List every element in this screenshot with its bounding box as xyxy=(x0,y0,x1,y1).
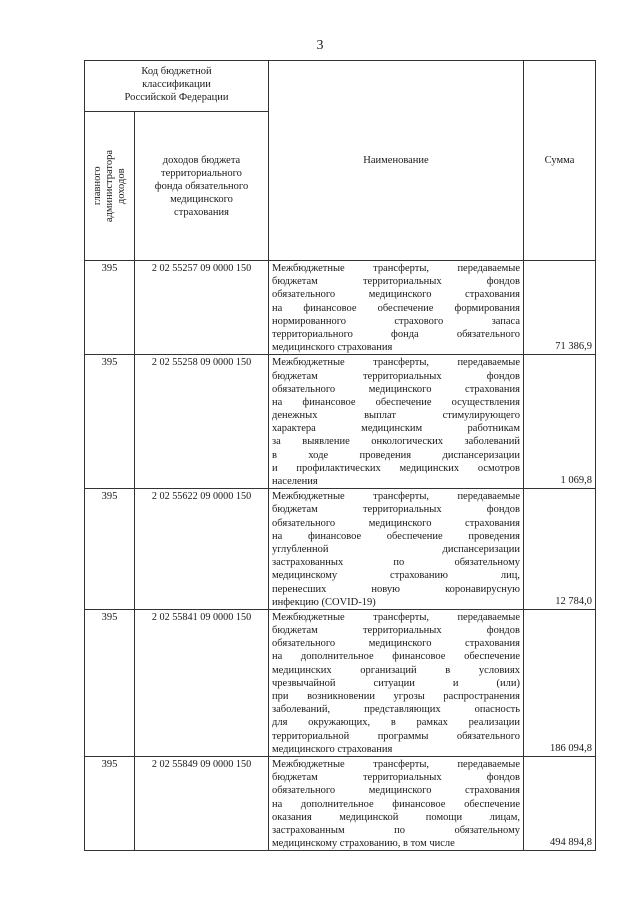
budget-table xyxy=(84,60,596,851)
header-income-line: фонда обязательного xyxy=(154,180,249,192)
header-sum: Сумма xyxy=(524,61,596,261)
name-cell xyxy=(269,261,524,355)
sum-cell: 1 069,8 xyxy=(524,355,596,489)
table-row xyxy=(85,489,596,610)
admin-code-cell: 395 xyxy=(85,355,135,489)
header-income-line: территориального xyxy=(161,167,242,179)
table-header xyxy=(85,61,596,261)
header-admin-line: главного xyxy=(91,166,103,206)
sum-cell: 71 386,9 xyxy=(524,261,596,355)
name-line: для окружающих, в рамках реализации xyxy=(272,717,520,729)
header-admin-line: доходов xyxy=(115,168,127,204)
sum-cell: 494 894,8 xyxy=(524,756,596,850)
name-line: денежных выплат стимулирующего xyxy=(272,410,520,422)
name-line: на финансовое обеспечение проведения xyxy=(272,530,520,542)
name-line: на финансовое обеспечение осуществления xyxy=(272,396,520,408)
name-line: характера медицинским работникам xyxy=(272,423,520,435)
name-line: бюджетам территориальных фондов xyxy=(272,625,520,637)
name-line: бюджетам территориальных фондов xyxy=(272,276,520,288)
name-line: территориальной программы обязательного xyxy=(272,730,520,742)
budget-code-cell: 2 02 55849 09 0000 150 xyxy=(135,756,269,850)
name-line: медицинскому страхованию лиц, xyxy=(272,570,520,582)
name-line: перенесших новую коронавирусную xyxy=(272,583,520,595)
header-income-code xyxy=(135,112,269,261)
name-line: обязательного медицинского страхования xyxy=(272,785,520,797)
header-income-line: страхования xyxy=(174,206,229,218)
header-admin-line: администратора xyxy=(103,149,115,223)
header-group-line: классификации xyxy=(142,79,211,91)
name-line: населения xyxy=(272,476,318,487)
page-number: 3 xyxy=(316,38,324,53)
name-line: углубленной диспансеризации xyxy=(272,543,520,555)
name-line: медицинских организаций в условиях xyxy=(272,664,520,676)
header-group-line: Код бюджетной xyxy=(141,66,212,77)
budget-code-cell: 2 02 55258 09 0000 150 xyxy=(135,355,269,489)
header-income-line: медицинского xyxy=(170,193,233,205)
name-line: обязательного медицинского страхования xyxy=(272,383,520,395)
name-line: медицинского страхования xyxy=(272,342,393,354)
budget-code-cell: 2 02 55257 09 0000 150 xyxy=(135,261,269,355)
header-income-line: доходов бюджета xyxy=(162,154,241,166)
name-line: заболеваний, представляющих опасность xyxy=(272,704,520,716)
name-line: и профилактических медицинских осмотров xyxy=(272,462,520,474)
sum-cell: 12 784,0 xyxy=(524,489,596,610)
name-cell xyxy=(269,756,524,850)
name-line: нормированного страхового запаса xyxy=(272,315,520,327)
name-line: Межбюджетные трансферты, передаваемые xyxy=(272,611,520,623)
name-line: обязательного медицинского страхования xyxy=(272,517,520,529)
header-chief-administrator xyxy=(85,112,135,261)
name-line: бюджетам территориальных фондов xyxy=(272,772,520,784)
name-line: Межбюджетные трансферты, передаваемые xyxy=(272,263,520,274)
name-cell xyxy=(269,355,524,489)
name-line: бюджетам территориальных фондов xyxy=(272,504,520,516)
table-row xyxy=(85,355,596,489)
name-cell xyxy=(269,609,524,756)
name-line: обязательного медицинского страхования xyxy=(272,638,520,650)
name-line: оказания медицинской помощи лицам, xyxy=(272,811,520,823)
admin-code-cell: 395 xyxy=(85,609,135,756)
table-row xyxy=(85,261,596,355)
name-line: медицинского страхования xyxy=(272,743,393,755)
name-line: медицинскому страхованию, в том числе xyxy=(272,838,455,850)
name-line: на финансовое обеспечение формирования xyxy=(272,302,520,314)
name-line: на дополнительное финансовое обеспечение xyxy=(272,798,520,810)
name-line: застрахованных по обязательному xyxy=(272,557,520,569)
name-line: в ходе проведения диспансеризации xyxy=(272,449,520,461)
name-cell xyxy=(269,489,524,610)
name-line: на дополнительное финансовое обеспечение xyxy=(272,651,520,663)
admin-code-cell: 395 xyxy=(85,756,135,850)
admin-code-cell: 395 xyxy=(85,261,135,355)
name-line: бюджетам территориальных фондов xyxy=(272,370,520,382)
name-line: застрахованным по обязательному xyxy=(272,824,520,836)
header-budget-classification xyxy=(85,61,269,112)
header-group-line: Российской Федерации xyxy=(124,92,229,104)
table-row xyxy=(85,756,596,850)
table-body xyxy=(85,261,596,851)
name-line: при возникновении угрозы распространения xyxy=(272,691,520,702)
name-line: Межбюджетные трансферты, передаваемые xyxy=(272,491,520,503)
table-row xyxy=(85,609,596,756)
name-line: за выявление онкологических заболеваний xyxy=(272,436,520,448)
name-line: территориального фонда обязательного xyxy=(272,328,520,340)
name-line: обязательного медицинского страхования xyxy=(272,289,520,301)
sum-cell: 186 094,8 xyxy=(524,609,596,756)
name-line: инфекцию (COVID-19) xyxy=(272,596,376,608)
name-line: Межбюджетные трансферты, передаваемые xyxy=(272,758,520,770)
budget-code-cell: 2 02 55841 09 0000 150 xyxy=(135,609,269,756)
header-name: Наименование xyxy=(269,61,524,261)
name-line: Межбюджетные трансферты, передаваемые xyxy=(272,357,520,369)
admin-code-cell: 395 xyxy=(85,489,135,610)
name-line: чрезвычайной ситуации и (или) xyxy=(272,677,520,689)
budget-code-cell: 2 02 55622 09 0000 150 xyxy=(135,489,269,610)
